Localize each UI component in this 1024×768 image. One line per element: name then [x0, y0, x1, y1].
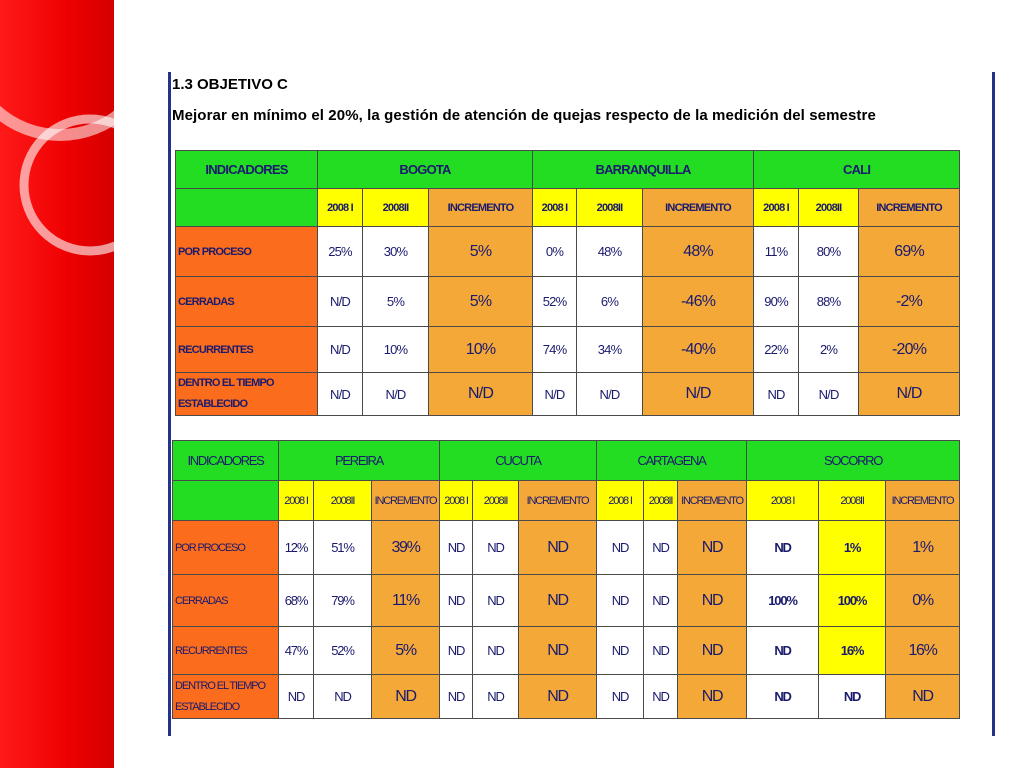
table-cell: ND — [440, 575, 473, 627]
increment-cell: 69% — [859, 227, 960, 277]
objective-description: Mejorar en mínimo el 20%, la gestión de atención de quejas respecto de la medición del semestre — [172, 107, 876, 124]
table-cell: 25% — [318, 227, 363, 277]
increment-cell: ND — [519, 575, 597, 627]
city-header-bogota: BOGOTA — [318, 151, 533, 189]
row-label-line: ESTABLECIDO — [178, 398, 248, 410]
row-label-line: ESTABLECIDO — [175, 700, 240, 713]
col-2008-ii: 2008II — [363, 189, 429, 227]
table-cell: ND — [754, 373, 799, 416]
col-incremento: INCREMENTO — [678, 481, 747, 521]
increment-cell: 5% — [372, 627, 440, 675]
col-2008-ii: 2008II — [473, 481, 519, 521]
col-2008-i: 2008 I — [747, 481, 819, 521]
table-cell: ND — [314, 675, 372, 719]
table-cell: 11% — [754, 227, 799, 277]
table-cell: ND — [597, 627, 644, 675]
table-cell: N/D — [799, 373, 859, 416]
increment-cell: ND — [519, 675, 597, 719]
table-row — [176, 277, 960, 327]
increment-cell: 11% — [372, 575, 440, 627]
table-cell: 16% — [819, 627, 886, 675]
table-cell: 6% — [577, 277, 643, 327]
table-row — [173, 521, 960, 575]
table-cell: ND — [644, 675, 678, 719]
increment-cell: 39% — [372, 521, 440, 575]
table-cell: 5% — [363, 277, 429, 327]
increment-cell: -20% — [859, 327, 960, 373]
col-incremento: INCREMENTO — [859, 189, 960, 227]
col-2008-i: 2008 I — [279, 481, 314, 521]
table-cell: 10% — [363, 327, 429, 373]
col-2008-i: 2008 I — [318, 189, 363, 227]
table-cell: 79% — [314, 575, 372, 627]
table-cell: 68% — [279, 575, 314, 627]
row-label — [176, 373, 318, 416]
table-cell: ND — [473, 575, 519, 627]
col-2008-ii: 2008II — [577, 189, 643, 227]
increment-cell: 5% — [429, 227, 533, 277]
row-label: POR PROCESO — [176, 227, 318, 277]
col-incremento: INCREMENTO — [643, 189, 754, 227]
table-cell: ND — [473, 675, 519, 719]
increment-cell: N/D — [643, 373, 754, 416]
increment-cell: ND — [519, 627, 597, 675]
table-cell: 34% — [577, 327, 643, 373]
table-cell: 90% — [754, 277, 799, 327]
table-cell: 51% — [314, 521, 372, 575]
table-cell: N/D — [363, 373, 429, 416]
table-row — [176, 373, 960, 416]
table-cell: 0% — [533, 227, 577, 277]
empty-header-cell — [176, 189, 318, 227]
col-2008-i: 2008 I — [597, 481, 644, 521]
table-cell: ND — [819, 675, 886, 719]
increment-cell: 48% — [643, 227, 754, 277]
table-row — [176, 327, 960, 373]
row-label: RECURRENTES — [173, 627, 279, 675]
increment-cell: -46% — [643, 277, 754, 327]
increment-cell: 10% — [429, 327, 533, 373]
row-label-line: DENTRO EL TIEMPO — [175, 679, 265, 692]
increment-cell: -2% — [859, 277, 960, 327]
table-cell: 88% — [799, 277, 859, 327]
table-cell: ND — [747, 627, 819, 675]
table-row — [173, 575, 960, 627]
increment-cell: ND — [678, 575, 747, 627]
table-cell: ND — [440, 521, 473, 575]
table-cell: ND — [440, 675, 473, 719]
table-cell: ND — [279, 675, 314, 719]
table-cell: 1% — [819, 521, 886, 575]
col-2008-i: 2008 I — [754, 189, 799, 227]
table-cell: ND — [747, 521, 819, 575]
col-incremento: INCREMENTO — [372, 481, 440, 521]
indicators-table-1 — [175, 150, 960, 416]
table-cell: 30% — [363, 227, 429, 277]
col-incremento: INCREMENTO — [886, 481, 960, 521]
table-cell: 2% — [799, 327, 859, 373]
increment-cell: ND — [519, 521, 597, 575]
table-cell: ND — [644, 521, 678, 575]
table-cell: ND — [644, 575, 678, 627]
table-cell: ND — [597, 575, 644, 627]
table-cell: N/D — [318, 373, 363, 416]
increment-cell: -40% — [643, 327, 754, 373]
table-cell: 80% — [799, 227, 859, 277]
table-cell: ND — [644, 627, 678, 675]
table-cell: ND — [473, 627, 519, 675]
table-cell: ND — [473, 521, 519, 575]
city-header-barranquilla: BARRANQUILLA — [533, 151, 754, 189]
table-row — [173, 627, 960, 675]
increment-cell: ND — [372, 675, 440, 719]
indicators-header: INDICADORES — [173, 441, 279, 481]
col-2008-ii: 2008II — [799, 189, 859, 227]
indicators-header: INDICADORES — [176, 151, 318, 189]
table-row — [173, 675, 960, 719]
table-cell: ND — [597, 521, 644, 575]
row-label: CERRADAS — [173, 575, 279, 627]
col-2008-ii: 2008II — [314, 481, 372, 521]
table-cell: ND — [597, 675, 644, 719]
table-cell: 52% — [314, 627, 372, 675]
increment-cell: 1% — [886, 521, 960, 575]
left-vertical-rule — [168, 72, 171, 736]
city-header-pereira: PEREIRA — [279, 441, 440, 481]
increment-cell: ND — [678, 675, 747, 719]
row-label: CERRADAS — [176, 277, 318, 327]
increment-cell: 16% — [886, 627, 960, 675]
table-cell: 48% — [577, 227, 643, 277]
table-cell: ND — [440, 627, 473, 675]
table-cell: 52% — [533, 277, 577, 327]
col-2008-i: 2008 I — [440, 481, 473, 521]
increment-cell: 0% — [886, 575, 960, 627]
city-header-cali: CALI — [754, 151, 960, 189]
increment-cell: N/D — [859, 373, 960, 416]
table-cell: N/D — [318, 327, 363, 373]
city-header-cucuta: CUCUTA — [440, 441, 597, 481]
increment-cell: N/D — [429, 373, 533, 416]
increment-cell: 5% — [429, 277, 533, 327]
table-cell: ND — [747, 675, 819, 719]
increment-cell: ND — [678, 627, 747, 675]
row-label — [173, 675, 279, 719]
objective-heading: 1.3 OBJETIVO C — [172, 76, 288, 93]
row-label: POR PROCESO — [173, 521, 279, 575]
table-cell: N/D — [318, 277, 363, 327]
right-vertical-rule — [992, 72, 995, 736]
table-cell: 100% — [819, 575, 886, 627]
city-header-cartagena: CARTAGENA — [597, 441, 747, 481]
col-2008-ii: 2008II — [819, 481, 886, 521]
table-cell: N/D — [577, 373, 643, 416]
increment-cell: ND — [886, 675, 960, 719]
indicators-table-2 — [172, 440, 960, 719]
col-incremento: INCREMENTO — [519, 481, 597, 521]
table-cell: 22% — [754, 327, 799, 373]
row-label: RECURRENTES — [176, 327, 318, 373]
table-cell: 74% — [533, 327, 577, 373]
table-cell: 100% — [747, 575, 819, 627]
table-row — [176, 227, 960, 277]
table-cell: 12% — [279, 521, 314, 575]
empty-header-cell — [173, 481, 279, 521]
city-header-socorro: SOCORRO — [747, 441, 960, 481]
col-incremento: INCREMENTO — [429, 189, 533, 227]
row-label-line: DENTRO EL TIEMPO — [178, 377, 274, 389]
col-2008-i: 2008 I — [533, 189, 577, 227]
col-2008-ii: 2008II — [644, 481, 678, 521]
table-cell: N/D — [533, 373, 577, 416]
table-cell: 47% — [279, 627, 314, 675]
increment-cell: ND — [678, 521, 747, 575]
